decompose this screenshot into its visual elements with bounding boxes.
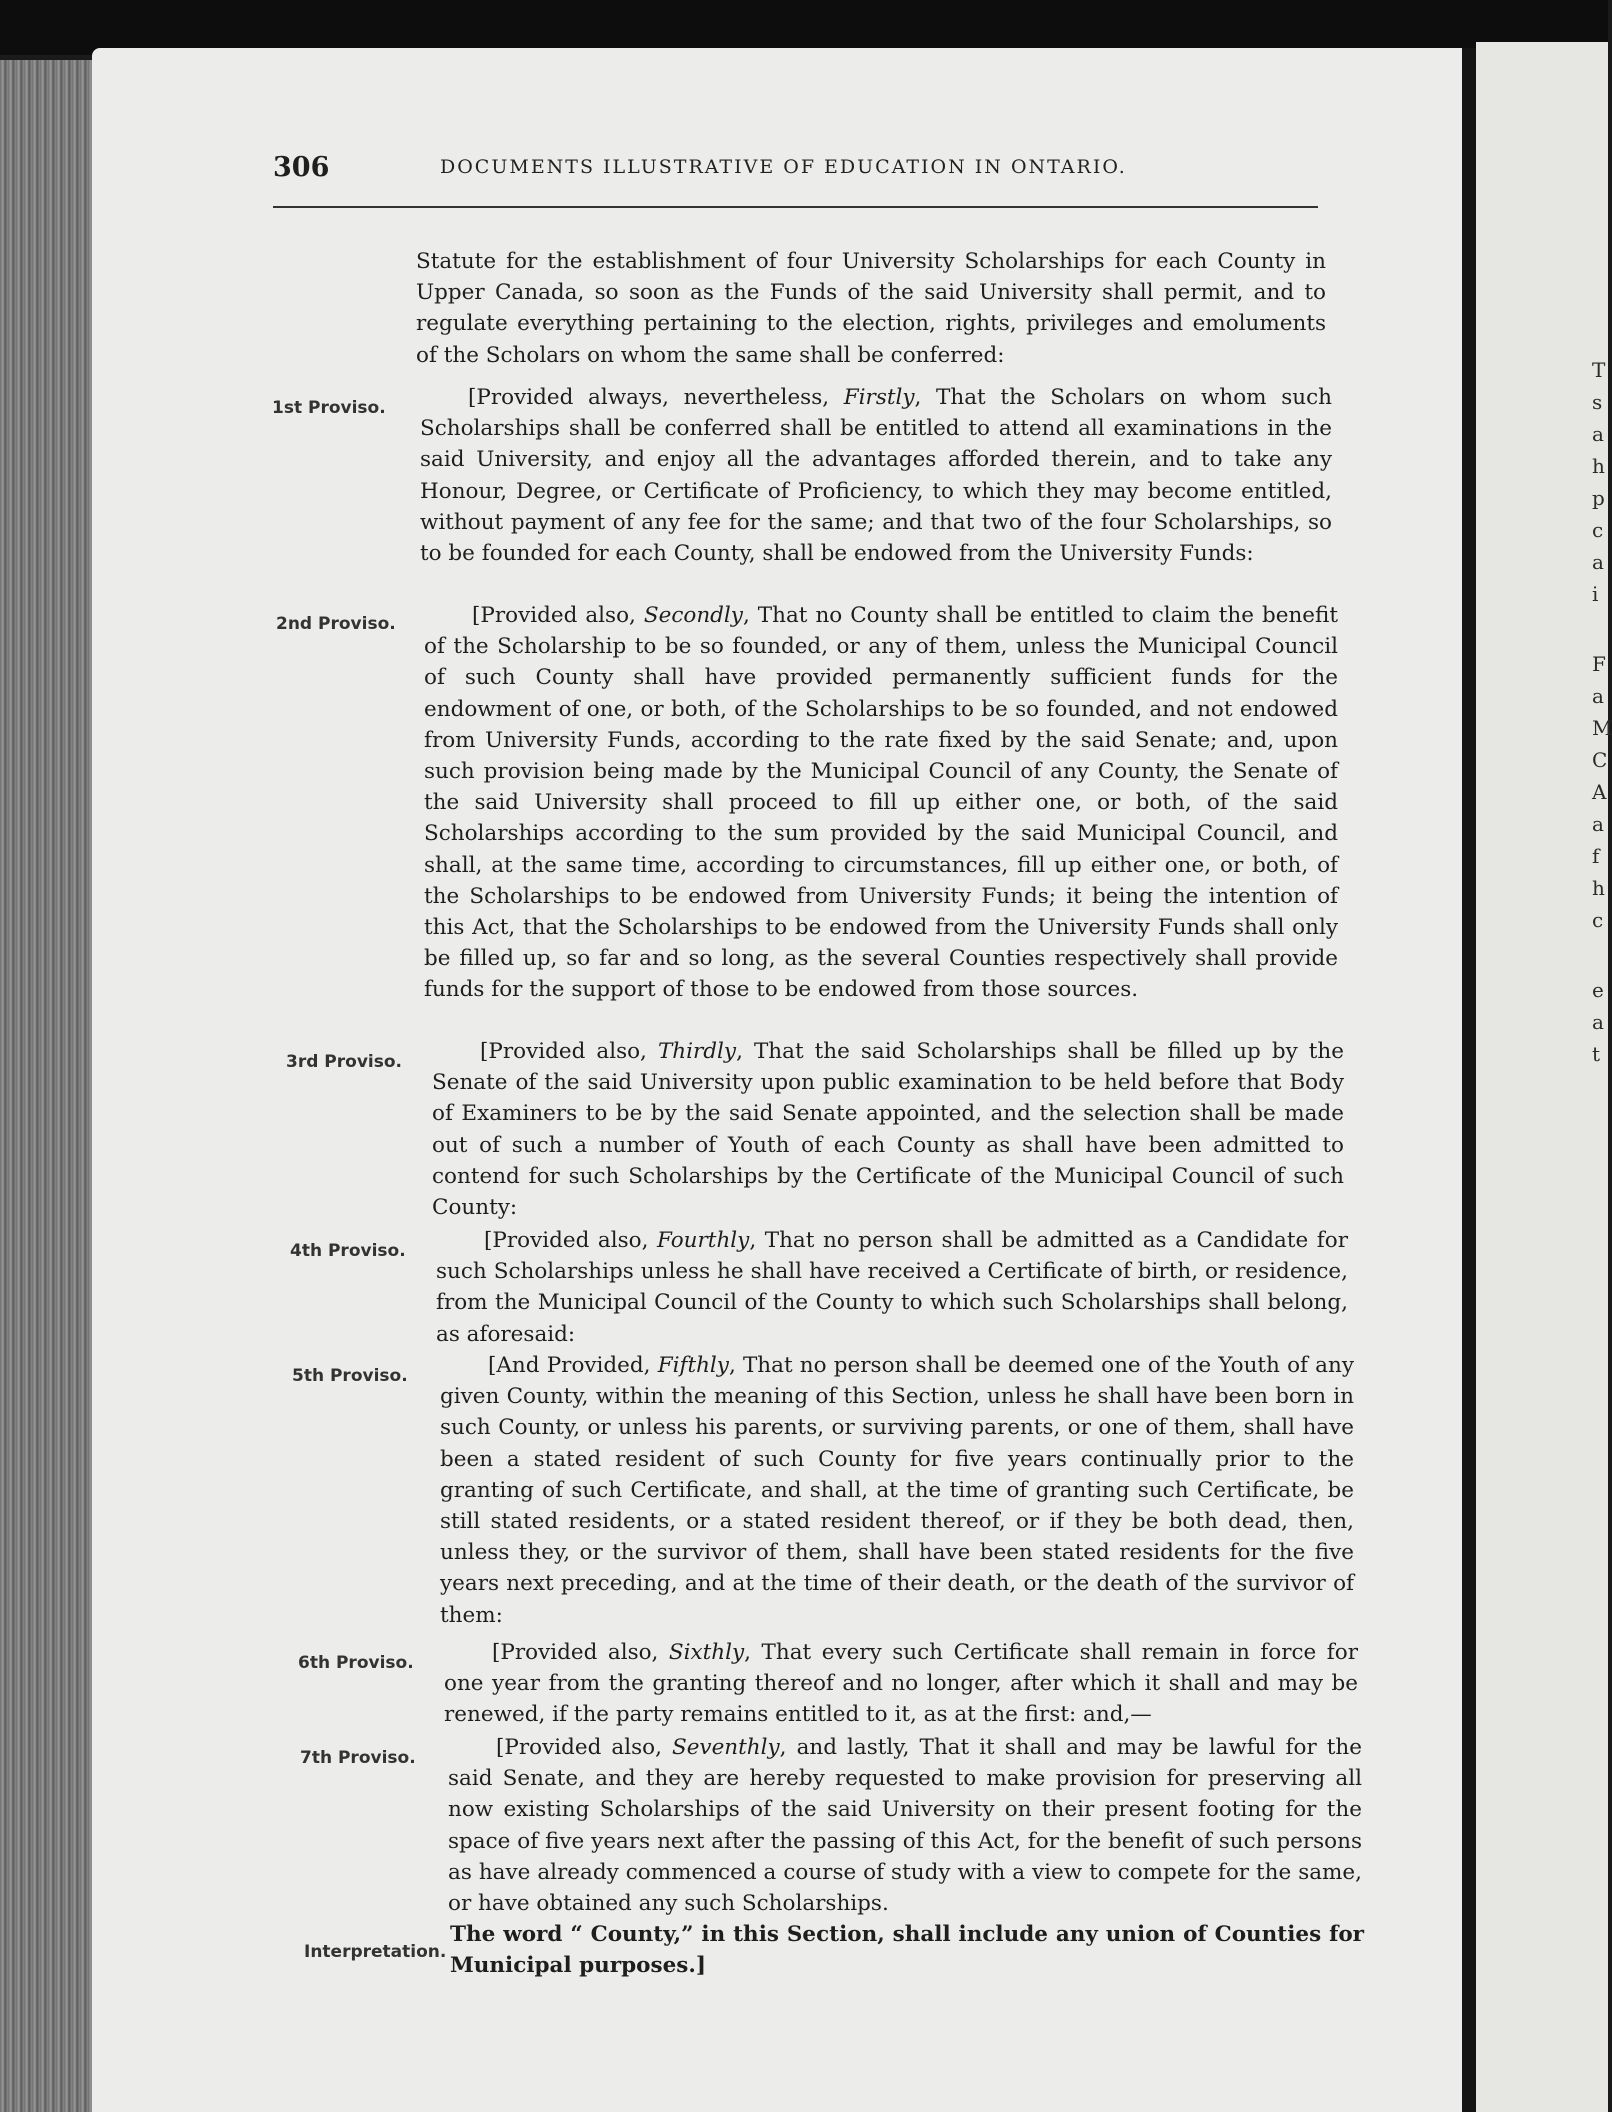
interpretation-clause	[450, 1919, 1364, 1981]
adjacent-page-letter: T	[1592, 358, 1606, 382]
proviso-7-text: [Provided also, Seventhly, and lastly, That it shall and may be lawful for the said Senate, and they are hereby requested to make provision for preserving all now existing Scholarships of the said University on their present footing for the space of five years next after the passing of this Act, for the benefit of such persons as have already commenced a course of study with a view to compete for the same, or have obtained any such Scholarships.	[448, 1735, 1362, 1917]
proviso-5	[440, 1350, 1354, 1631]
running-title: DOCUMENTS ILLUSTRATIVE OF EDUCATION IN ONTARIO.	[440, 156, 1127, 178]
proviso-5-text: [And Provided, Fifthly, That no person shall be deemed one of the Youth of any given County, within the meaning of this Section, unless he shall have been born in such County, or unless his parents, or surviving parents, or one of them, shall have been a stated resident of such County for five years continually prior to the granting of such Certificate, and shall, at the time of granting such Certificate, be still stated residents, or a stated resident thereof, or if they be both dead, then, unless they, or the survivor of them, shall have been stated residents for the five years next preceding, and at the time of their death, or the death of the survivor of them:	[440, 1353, 1354, 1628]
adjacent-page-letter: M	[1592, 716, 1612, 740]
adjacent-page-letter: A	[1592, 780, 1607, 804]
book-page-edges	[0, 60, 100, 2112]
scan-top-border	[0, 0, 1608, 55]
margin-note-5th-proviso: 5th Proviso.	[292, 1366, 408, 1386]
margin-note-2nd-proviso: 2nd Proviso.	[276, 614, 396, 634]
adjacent-page-letter: s	[1592, 390, 1603, 414]
proviso-1	[420, 382, 1332, 569]
book-gutter	[1462, 48, 1476, 2112]
margin-note-3rd-proviso: 3rd Proviso.	[286, 1052, 402, 1072]
proviso-7	[448, 1732, 1362, 1919]
margin-note-1st-proviso: 1st Proviso.	[272, 398, 386, 418]
opening-paragraph: Statute for the establishment of four University Scholarships for each County in Upper Canada, so soon as the Funds of the said University shall permit, and to regulate everything pertaining to the election, rights, privileges and emoluments of the Scholars on whom the same shall be conferred:	[416, 249, 1326, 368]
page-number: 306	[273, 152, 330, 183]
adjacent-page-letter: F	[1592, 652, 1606, 676]
proviso-3-text: [Provided also, Thirdly, That the said Scholarships shall be filled up by the Senate of the said University upon public examination to be held before that Body of Examiners to be by the said Senate appointed, and the selection shall be made out of such a number of Youth of each County as shall have been admitted to contend for such Scholarships by the Certificate of the Municipal Council of such County:	[432, 1039, 1344, 1221]
opening-paragraph-block	[416, 246, 1326, 371]
adjacent-page-letter: c	[1592, 908, 1604, 932]
proviso-4	[436, 1225, 1348, 1350]
adjacent-page	[1476, 42, 1608, 2112]
margin-note-interpretation: Interpretation.	[304, 1942, 447, 1962]
proviso-2	[424, 600, 1338, 1006]
proviso-6-text: [Provided also, Sixthly, That every such Certificate shall remain in force for one year from the granting thereof and no longer, after which it shall and may be renewed, if the party remains entitled to it, as at the first: and,—	[444, 1640, 1358, 1728]
margin-note-6th-proviso: 6th Proviso.	[298, 1653, 414, 1673]
page-header	[273, 152, 1318, 192]
adjacent-page-letter: a	[1592, 812, 1604, 836]
header-rule	[273, 206, 1318, 208]
adjacent-page-letter: f	[1592, 844, 1600, 868]
interpretation-text: The word “ County,” in this Section, shall include any union of Counties for Municipal purposes.]	[450, 1922, 1364, 1979]
adjacent-page-letter: a	[1592, 1010, 1604, 1034]
adjacent-page-letter: p	[1592, 486, 1605, 510]
proviso-2-text: [Provided also, Secondly, That no County shall be entitled to claim the benefit of the Scholarship to be so founded, or any of them, unless the Municipal Council of such County shall have provided permanently sufficient funds for the endowment of one, or both, of the Scholarships to be so founded, and not endowed from University Funds, according to the rate fixed by the said Senate; and, upon such provision being made by the Municipal Council of any County, the Senate of the said University shall proceed to fill up either one, or both, of the said Scholarships according to the sum provided by the said Municipal Council, and shall, at the same time, according to circumstances, fill up either one, or both, of the Scholarships to be endowed from University Funds; it being the intention of this Act, that the Scholarships to be endowed from the University Funds shall only be filled up, so far and so long, as the several Counties respectively shall provide funds for the support of those to be endowed from those sources.	[424, 603, 1338, 1003]
adjacent-page-letter: a	[1592, 422, 1604, 446]
proviso-4-text: [Provided also, Fourthly, That no person shall be admitted as a Candidate for such Scholarships unless he shall have received a Certificate of birth, or residence, from the Municipal Council of the County to which such Scholarships shall belong, as aforesaid:	[436, 1228, 1348, 1347]
adjacent-page-letter: c	[1592, 518, 1604, 542]
adjacent-page-letter: a	[1592, 550, 1604, 574]
adjacent-page-letter: a	[1592, 684, 1604, 708]
proviso-1-text: [Provided always, nevertheless, Firstly, That the Scholars on whom such Scholarships shall be conferred shall be entitled to attend all examinations in the said University, and enjoy all the advantages afforded therein, and to take any Honour, Degree, or Certificate of Proficiency, to which they may become entitled, without payment of any fee for the same; and that two of the four Scholarships, so to be founded for each County, shall be endowed from the University Funds:	[420, 385, 1332, 567]
adjacent-page-letter: i	[1592, 582, 1599, 606]
margin-note-4th-proviso: 4th Proviso.	[290, 1241, 406, 1261]
adjacent-page-letter: h	[1592, 876, 1605, 900]
adjacent-page-letter: t	[1592, 1042, 1601, 1066]
proviso-6	[444, 1637, 1358, 1731]
proviso-3	[432, 1036, 1344, 1223]
margin-note-7th-proviso: 7th Proviso.	[300, 1748, 416, 1768]
adjacent-page-letter: e	[1592, 978, 1604, 1002]
adjacent-page-letter: C	[1592, 748, 1608, 772]
adjacent-page-letter: h	[1592, 454, 1605, 478]
